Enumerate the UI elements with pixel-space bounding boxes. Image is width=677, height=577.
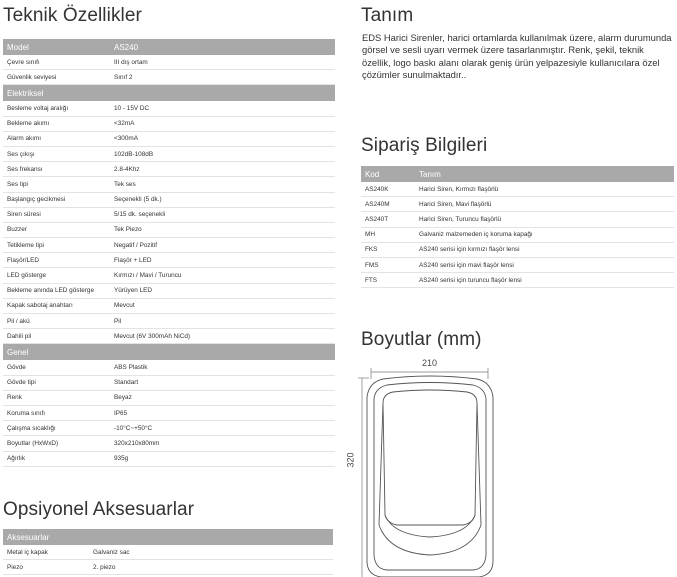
- spec-row-label: Kapak sabotaj anahtarı: [3, 298, 110, 313]
- order-table: [361, 166, 674, 288]
- height-label: 320: [345, 452, 356, 468]
- order-row-value: Harici Siren, Mavi flaşörlü: [415, 197, 674, 212]
- spec-row-value: Seçenekli (5 dk.): [110, 192, 335, 207]
- spec-row-label: Siren süresi: [3, 207, 110, 222]
- spec-row-label: Gövde: [3, 360, 110, 375]
- accessory-row-label: Piezo: [3, 560, 89, 575]
- siren-dimension-drawing: [355, 365, 505, 577]
- spec-row-value: Pil: [110, 314, 335, 329]
- spec-row-label: LED gösterge: [3, 268, 110, 283]
- spec-row-value: III dış ortam: [110, 55, 335, 70]
- spec-row-value: Standart: [110, 375, 335, 390]
- order-row-value: AS240 serisi için kırmızı flaşör lensi: [415, 242, 674, 257]
- spec-row-value: 320x210x80mm: [110, 436, 335, 451]
- spec-row: [3, 162, 335, 177]
- spec-row-label: Gövde tipi: [3, 375, 110, 390]
- dimensions-title: Boyutlar (mm): [361, 329, 482, 350]
- spec-row: [3, 390, 335, 405]
- spec-row-label: Dahili pil: [3, 329, 110, 344]
- spec-row-value: Mevcut: [110, 298, 335, 313]
- definition-text: EDS Harici Sirenler, harici ortamlarda kullanılmak üzere, alarm durumunda görsel ve sesli uyarı vermek üzere tasarlanmıştır. Renk, şekil, teknik özellik, logo baskı alanı olarak geniş ürün yelpazesiyle kullanıcılara özel çözümler sunulmaktadır..: [362, 32, 672, 81]
- order-row-label: AS240T: [361, 212, 415, 227]
- spec-row-value: Sınıf 2: [110, 70, 335, 85]
- spec-row-value: ABS Plastik: [110, 360, 335, 375]
- accessory-row-value: 2. piezo: [89, 560, 333, 575]
- section-general-label: Genel: [3, 344, 335, 361]
- spec-row-value: Beyaz: [110, 390, 335, 405]
- specs-header-label: Model: [3, 39, 110, 55]
- order-header-desc: Tanım: [415, 166, 674, 182]
- spec-row: [3, 268, 335, 283]
- spec-row: [3, 131, 335, 146]
- spec-row: [3, 298, 335, 313]
- spec-row-value: 2.8-4Khz: [110, 162, 335, 177]
- accessories-table: [3, 529, 333, 575]
- spec-row-label: Başlangıç gecikmesi: [3, 192, 110, 207]
- spec-row: [3, 451, 335, 466]
- width-dimension-line: [371, 368, 488, 379]
- order-header-code: Kod: [361, 166, 415, 182]
- order-row-value: Galvaniz malzemeden iç koruma kapağı: [415, 227, 674, 242]
- spec-row: [3, 375, 335, 390]
- spec-row-value: 102dB-108dB: [110, 146, 335, 161]
- order-row-label: FMS: [361, 257, 415, 272]
- spec-row: [3, 329, 335, 344]
- definition-title: Tanım: [361, 5, 414, 26]
- spec-row: [3, 177, 335, 192]
- spec-row: [3, 222, 335, 237]
- spec-row-label: Çalışma sıcaklığı: [3, 421, 110, 436]
- spec-row: [3, 360, 335, 375]
- order-header-row: [361, 166, 674, 182]
- spec-row-label: Flaşör/LED: [3, 253, 110, 268]
- spec-row-value: Tek ses: [110, 177, 335, 192]
- spec-row: [3, 146, 335, 161]
- spec-row-label: Boyutlar (HxWxD): [3, 436, 110, 451]
- spec-row: [3, 253, 335, 268]
- spec-row: [3, 436, 335, 451]
- spec-row: [3, 283, 335, 298]
- spec-row-label: Bekleme akımı: [3, 116, 110, 131]
- spec-row-label: Buzzer: [3, 222, 110, 237]
- order-row-label: AS240K: [361, 182, 415, 197]
- spec-row: [3, 70, 335, 85]
- order-row-label: AS240M: [361, 197, 415, 212]
- spec-row-value: 5/15 dk. seçenekli: [110, 207, 335, 222]
- spec-row-label: Tetikleme tipi: [3, 238, 110, 253]
- spec-row-label: Ses çıkışı: [3, 146, 110, 161]
- spec-row-value: 10 - 15V DC: [110, 101, 335, 116]
- order-row: [361, 242, 674, 257]
- order-row: [361, 212, 674, 227]
- spec-row-value: Mevcut (6V 300mAh NiCd): [110, 329, 335, 344]
- order-row-value: Harici Siren, Turuncu flaşörlü: [415, 212, 674, 227]
- spec-row-label: Çevre sınıfı: [3, 55, 110, 70]
- spec-row-label: Ağırlık: [3, 451, 110, 466]
- accessory-row-label: Metal iç kapak: [3, 545, 89, 560]
- spec-row-value: Kırmızı / Mavi / Turuncu: [110, 268, 335, 283]
- spec-row-label: Ses tipi: [3, 177, 110, 192]
- spec-row-label: Renk: [3, 390, 110, 405]
- section-row-general: [3, 344, 335, 361]
- specs-table: [3, 39, 335, 467]
- spec-row: [3, 421, 335, 436]
- order-row-label: FTS: [361, 273, 415, 288]
- width-label: 210: [422, 358, 438, 368]
- order-row-value: Harici Siren, Kırmızı flaşörlü: [415, 182, 674, 197]
- spec-row-value: IP65: [110, 405, 335, 420]
- spec-row: [3, 238, 335, 253]
- order-row-label: FKS: [361, 242, 415, 257]
- spec-row: [3, 55, 335, 70]
- accessories-title: Opsiyonel Aksesuarlar: [3, 499, 195, 520]
- spec-row: [3, 314, 335, 329]
- accessory-row: [3, 560, 333, 575]
- order-row: [361, 273, 674, 288]
- order-row: [361, 227, 674, 242]
- section-row-electrical: [3, 85, 335, 102]
- spec-row-value: Flaşör + LED: [110, 253, 335, 268]
- spec-row-value: Negatif / Pozitif: [110, 238, 335, 253]
- spec-row-label: Bekleme anında LED gösterge: [3, 283, 110, 298]
- accessory-row: [3, 545, 333, 560]
- spec-row-label: Alarm akımı: [3, 131, 110, 146]
- accessory-row-value: Galvaniz sac: [89, 545, 333, 560]
- specs-header-model: AS240: [110, 39, 335, 55]
- spec-row-value: 935g: [110, 451, 335, 466]
- spec-row-value: Yürüyen LED: [110, 283, 335, 298]
- spec-row-label: Koruma sınıfı: [3, 405, 110, 420]
- specs-title: Teknik Özellikler: [3, 5, 142, 26]
- spec-row-value: <32mA: [110, 116, 335, 131]
- spec-row: [3, 405, 335, 420]
- spec-row: [3, 101, 335, 116]
- order-row: [361, 197, 674, 212]
- order-row: [361, 257, 674, 272]
- specs-header-row: [3, 39, 335, 55]
- spec-row-label: Besleme voltaj aralığı: [3, 101, 110, 116]
- spec-row: [3, 207, 335, 222]
- spec-row: [3, 192, 335, 207]
- order-row-value: AS240 serisi için mavi flaşör lensi: [415, 257, 674, 272]
- spec-row-label: Ses frekansı: [3, 162, 110, 177]
- section-electrical-label: Elektriksel: [3, 85, 335, 102]
- spec-row-label: Pil / akü: [3, 314, 110, 329]
- spec-row-value: <300mA: [110, 131, 335, 146]
- spec-row: [3, 116, 335, 131]
- spec-row-value: Tek Piezo: [110, 222, 335, 237]
- order-title: Sipariş Bilgileri: [361, 135, 488, 156]
- order-row-label: MH: [361, 227, 415, 242]
- order-row-value: AS240 serisi için turuncu flaşör lensi: [415, 273, 674, 288]
- spec-row-label: Güvenlik seviyesi: [3, 70, 110, 85]
- spec-row-value: -10°C~+50°C: [110, 421, 335, 436]
- order-row: [361, 182, 674, 197]
- siren-housing-outline: [367, 376, 493, 577]
- accessories-header-label: Aksesuarlar: [3, 529, 333, 545]
- accessories-header-row: [3, 529, 333, 545]
